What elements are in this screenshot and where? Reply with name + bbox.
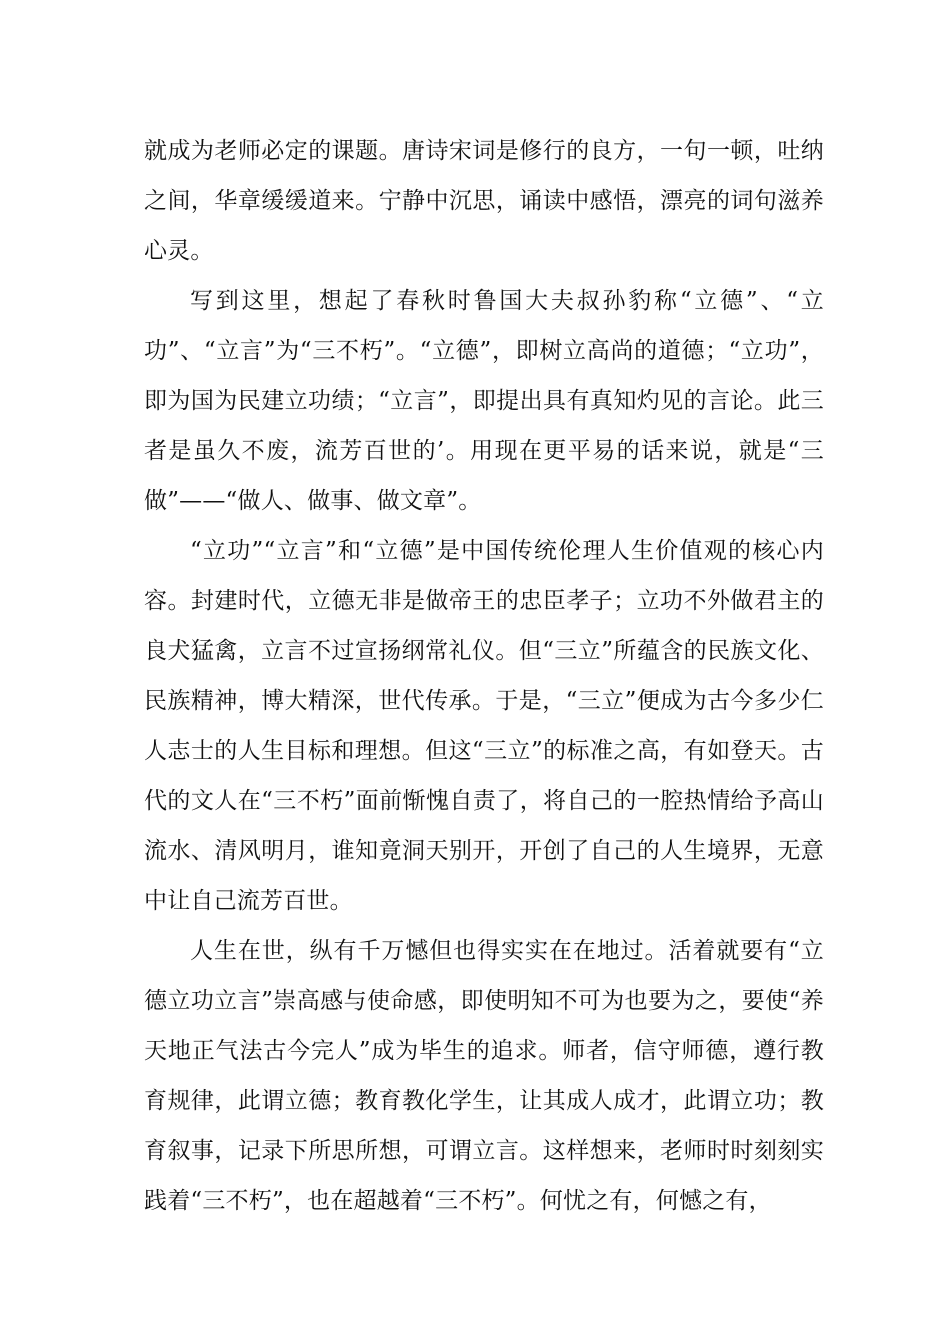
paragraph-3: “立功”“立言”和“立德”是中国传统伦理人生价值观的核心内容。封建时代，立德无非是做帝王的忠臣孝子；立功不外做君主的良犬猛禽，立言不过宣扬纲常礼仪。但“三立”所蕴含的民族文化、民族精神，博大精深，世代传承。于是，“三立”便成为古今多少仁人志士的人生目标和理想。但这“三立”的标准之高，有如登天。古代的文人在“三不朽”面前惭愧自责了，将自己的一腔热情给予高山流水、清风明月，谁知竟洞天别开，开创了自己的人生境界，无意中让自己流芳百世。 (144, 538, 824, 914)
paragraph-4: 人生在世，纵有千万憾但也得实实在在地过。活着就要有“立德立功立言”崇高感与使命感，即使明知不可为也要为之，要使“养天地正气法古今完人”成为毕生的追求。师者，信守师德，遵行教育规律，此谓立德；教育教化学生，让其成人成才，此谓立功；教育叙事，记录下所思所想，可谓立言。这样想来，老师时时刻刻实践着“三不朽”，也在超越着“三不朽”。何忧之有，何憾之有， (144, 938, 824, 1214)
paragraph-1: 就成为老师必定的课题。唐诗宋词是修行的良方，一句一顿，吐纳之间，华章缓缓道来。宁静中沉思，诵读中感悟，漂亮的词句滋养心灵。 (144, 138, 824, 264)
document-body (144, 126, 824, 1226)
paragraph-2: 写到这里，想起了春秋时鲁国大夫叔孙豹称“立德”、“立功”、“立言”为“三不朽”。“立德”，即树立高尚的道德；“立功”，即为国为民建立功绩；“立言”，即提出具有真知灼见的言论。此三者是虽久不废，流芳百世的’。用现在更平易的话来说，就是“三做”——“做人、做事、做文章”。 (144, 288, 824, 514)
